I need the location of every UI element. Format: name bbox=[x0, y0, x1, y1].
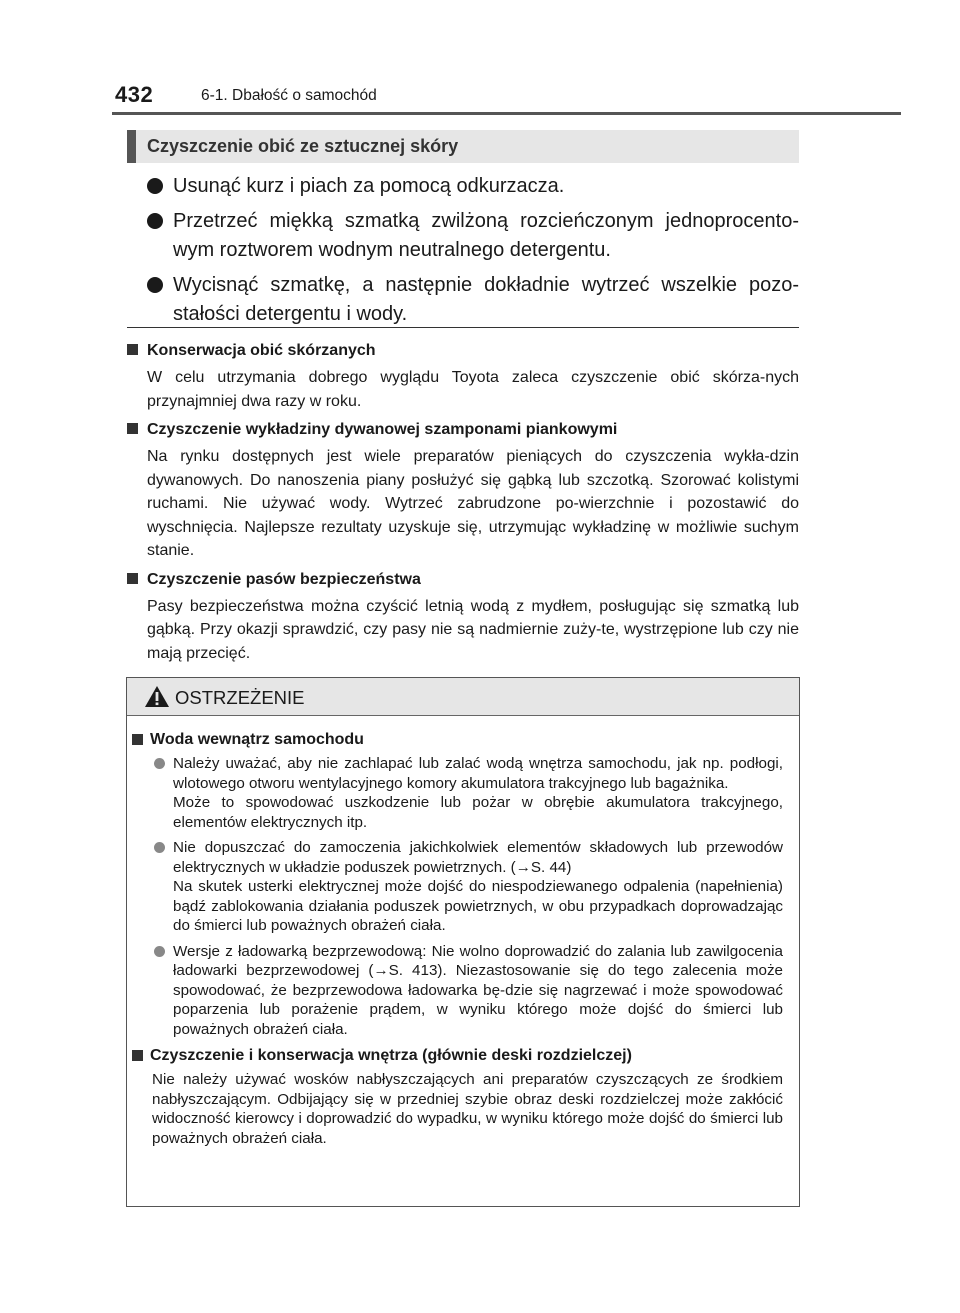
section-label: 6-1. Dbałość o samochód bbox=[201, 87, 377, 104]
square-bullet-icon bbox=[127, 344, 138, 355]
list-item bbox=[147, 271, 799, 329]
bullet-text: Wycisnąć szmatkę, a następnie dokładnie wytrzeć wszelkie pozo-stałości detergentu i wody. bbox=[173, 274, 799, 325]
note-heading bbox=[127, 568, 799, 591]
bullet-icon bbox=[154, 758, 165, 769]
section-title-bar bbox=[127, 130, 799, 163]
bullet-icon bbox=[154, 946, 165, 957]
note-text: W celu utrzymania dobrego wyglądu Toyota zaleca czyszczenie obić skórza-nych przynajmniej dwa razy w roku. bbox=[147, 369, 799, 410]
list-item bbox=[132, 838, 783, 936]
page-number: 432 bbox=[115, 82, 154, 107]
warning-section-title: Czyszczenie i konserwacja wnętrza (głównie deski rozdzielczej) bbox=[150, 1047, 632, 1064]
bullet-icon bbox=[154, 842, 165, 853]
square-bullet-icon bbox=[127, 423, 138, 434]
square-bullet-icon bbox=[127, 573, 138, 584]
warning-section bbox=[132, 729, 783, 1039]
bullet-icon bbox=[147, 277, 163, 293]
warning-section-heading bbox=[132, 1045, 783, 1067]
note-title: Czyszczenie pasów bezpieczeństwa bbox=[147, 570, 421, 588]
notes-section bbox=[127, 339, 799, 670]
item-text: Wersje z ładowarką bezprzewodową: Nie wolno doprowadzić do zalania lub zawilgocenia ładowarki bezprzewodowej (→S. 413). Niezastosowanie się do tego zalecenia może spowodować, że bezprzewodowa ładowarka bę-dzie się nagrzewać i może spowodować poparzenia lub porażenie prądem, w wyniku którego może dojść do śmierci lub poważnych obrażeń ciała. bbox=[173, 942, 783, 1038]
bullet-text: Przetrzeć miękką szmatką zwilżoną rozcieńczonym jednoprocento-wym roztworem wodnym neutralnego detergentu. bbox=[173, 210, 799, 261]
header-divider bbox=[112, 112, 901, 115]
warning-triangle-icon bbox=[144, 685, 170, 708]
bullet-text: Usunąć kurz i piach za pomocą odkurzacza. bbox=[173, 175, 565, 197]
bullet-icon bbox=[147, 213, 163, 229]
note bbox=[127, 339, 799, 413]
item-text: Może to spowodować uszkodzenie lub pożar w obrębie akumulatora trakcyjnego, elementów elektrycznych itp. bbox=[173, 794, 783, 831]
note-text: Na rynku dostępnych jest wiele preparatów pieniących do czyszczenia wykła-dzin dywanowych. Do nanoszenia piany posłużyć się gąbką lub szczotką. Szorować kolistymi ruchami. Nie używać wody. Wytrzeć zabrudzone po-wierzchnie i pozostawić do wyschnięcia. Najlepsze rezultaty uzyskuje się, utrzymując wykładzinę w możliwie suchym stanie. bbox=[147, 448, 799, 559]
section-title: Czyszczenie obić ze sztucznej skóry bbox=[147, 136, 459, 156]
note-title: Konserwacja obić skórzanych bbox=[147, 342, 376, 359]
page-header bbox=[115, 82, 377, 108]
item-text: Na skutek usterki elektrycznej może dojść do niespodziewanego odpalenia (napełnienia) bądź zablokowania działania poduszek powietrznych, w obu przypadkach doprowadzając do śmierci lub poważnych obrażeń ciała. bbox=[173, 878, 783, 934]
list-item bbox=[147, 172, 799, 201]
warning-section-text: Nie należy używać wosków nabłyszczających ani preparatów czyszczących ze środkiem nabłyszczającym. Odbijający się w przedniej szybie obraz deski rozdzielczej może zakłócić widoczność kierowcy i doprowadzić do wypadku, w wyniku którego może dojść do śmierci lub poważnych obrażeń ciała. bbox=[152, 1071, 783, 1147]
note-heading bbox=[127, 339, 799, 362]
bullet-icon bbox=[147, 178, 163, 194]
note-text: Pasy bezpieczeństwa można czyścić letnią wodą z mydłem, posługując się szmatką lub gąbką. Przy okazji sprawdzić, czy pasy nie są nadmiernie zuży-te, wystrzępione lub czy nie mają przecięć. bbox=[147, 597, 799, 662]
list-item bbox=[132, 942, 783, 1040]
warning-box bbox=[126, 677, 800, 1207]
warning-section-heading bbox=[132, 729, 783, 751]
warning-body bbox=[127, 716, 799, 1148]
item-text: Należy uważać, aby nie zachlapać lub zalać wodą wnętrza samochodu, jak np. podłogi, wlotowego otworu wentylacyjnego komory akumulatora trakcyjnego lub bagażnika. bbox=[173, 755, 783, 792]
warning-section bbox=[132, 1045, 783, 1148]
warning-header bbox=[127, 678, 799, 716]
bullet-list bbox=[147, 172, 799, 335]
square-bullet-icon bbox=[132, 734, 143, 745]
divider bbox=[127, 327, 799, 328]
square-bullet-icon bbox=[132, 1050, 143, 1061]
item-text: Nie dopuszczać do zamoczenia jakichkolwiek elementów składowych lub przewodów elektrycznych w układzie poduszek powietrznych. (→S. 44) bbox=[173, 839, 783, 876]
list-item bbox=[132, 754, 783, 832]
note bbox=[127, 568, 799, 666]
note-title: Czyszczenie wykładziny dywanowej szamponami piankowymi bbox=[147, 421, 618, 438]
note bbox=[127, 418, 799, 563]
list-item bbox=[147, 207, 799, 265]
warning-section-title: Woda wewnątrz samochodu bbox=[150, 731, 364, 748]
warning-title: OSTRZEŻENIE bbox=[175, 687, 305, 708]
note-heading bbox=[127, 418, 799, 441]
